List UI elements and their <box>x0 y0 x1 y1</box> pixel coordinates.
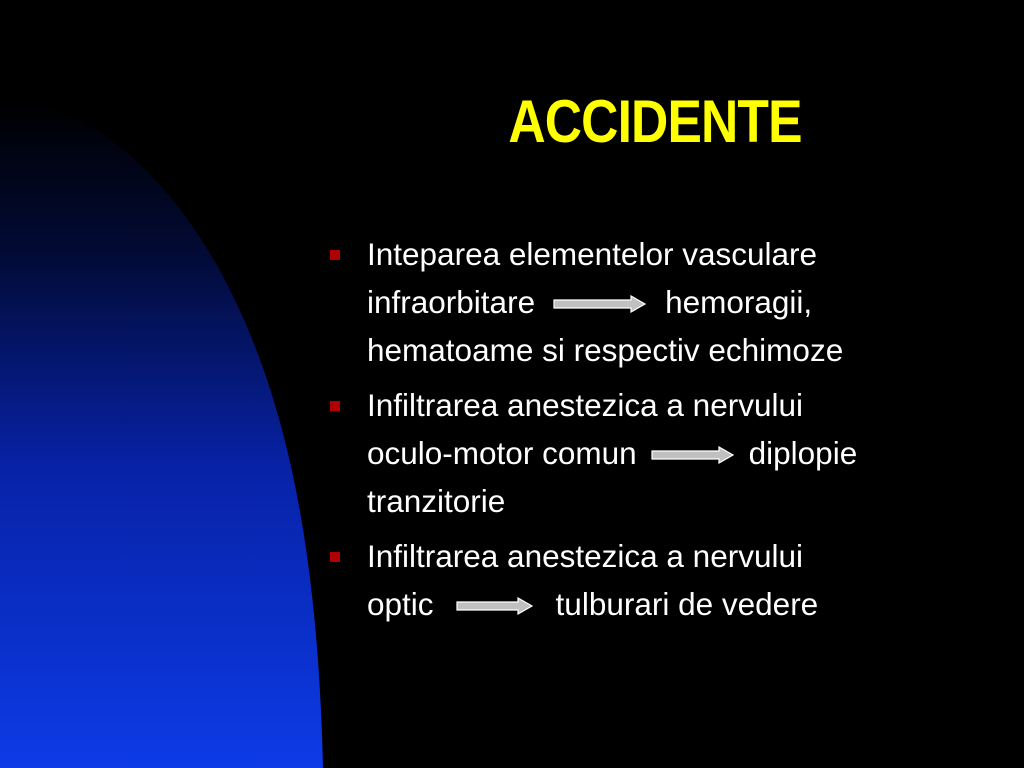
right-arrow-icon <box>456 580 534 628</box>
bullet-marker <box>330 401 340 411</box>
bullet-item-3 <box>325 532 1015 628</box>
blue-arc-shape <box>0 100 323 768</box>
bullet-2-effect: diplopie <box>748 435 858 471</box>
right-arrow-icon <box>553 278 647 326</box>
bullet-3-effect: tulburari de vedere <box>555 586 819 622</box>
slide-title: ACCIDENTE <box>508 88 802 155</box>
bullet-3-line-2 <box>367 580 1015 628</box>
bullet-1-line-1: Inteparea elementelor vasculare <box>367 236 818 272</box>
bullet-item-1 <box>325 230 1015 374</box>
bullet-1-line-3: hematoame si respectiv echimoze <box>367 332 844 368</box>
bullet-2-line-2 <box>367 429 1015 477</box>
bullet-1-cause: infraorbitare <box>367 284 536 320</box>
bullet-item-2 <box>325 381 1015 525</box>
bullet-2-line-3: tranzitorie <box>367 483 506 519</box>
bullet-marker <box>330 250 340 260</box>
right-arrow-icon <box>651 429 735 477</box>
bullet-2-line-1: Infiltrarea anestezica a nervului <box>367 387 803 423</box>
bullet-3-cause: optic <box>367 586 434 622</box>
bullet-list <box>325 230 1015 635</box>
bullet-marker <box>330 552 340 562</box>
bullet-1-effect: hemoragii, <box>665 284 813 320</box>
bullet-1-line-2 <box>367 278 1015 326</box>
bullet-2-cause: oculo-motor comun <box>367 435 637 471</box>
bullet-3-line-1: Infiltrarea anestezica a nervului <box>367 538 803 574</box>
